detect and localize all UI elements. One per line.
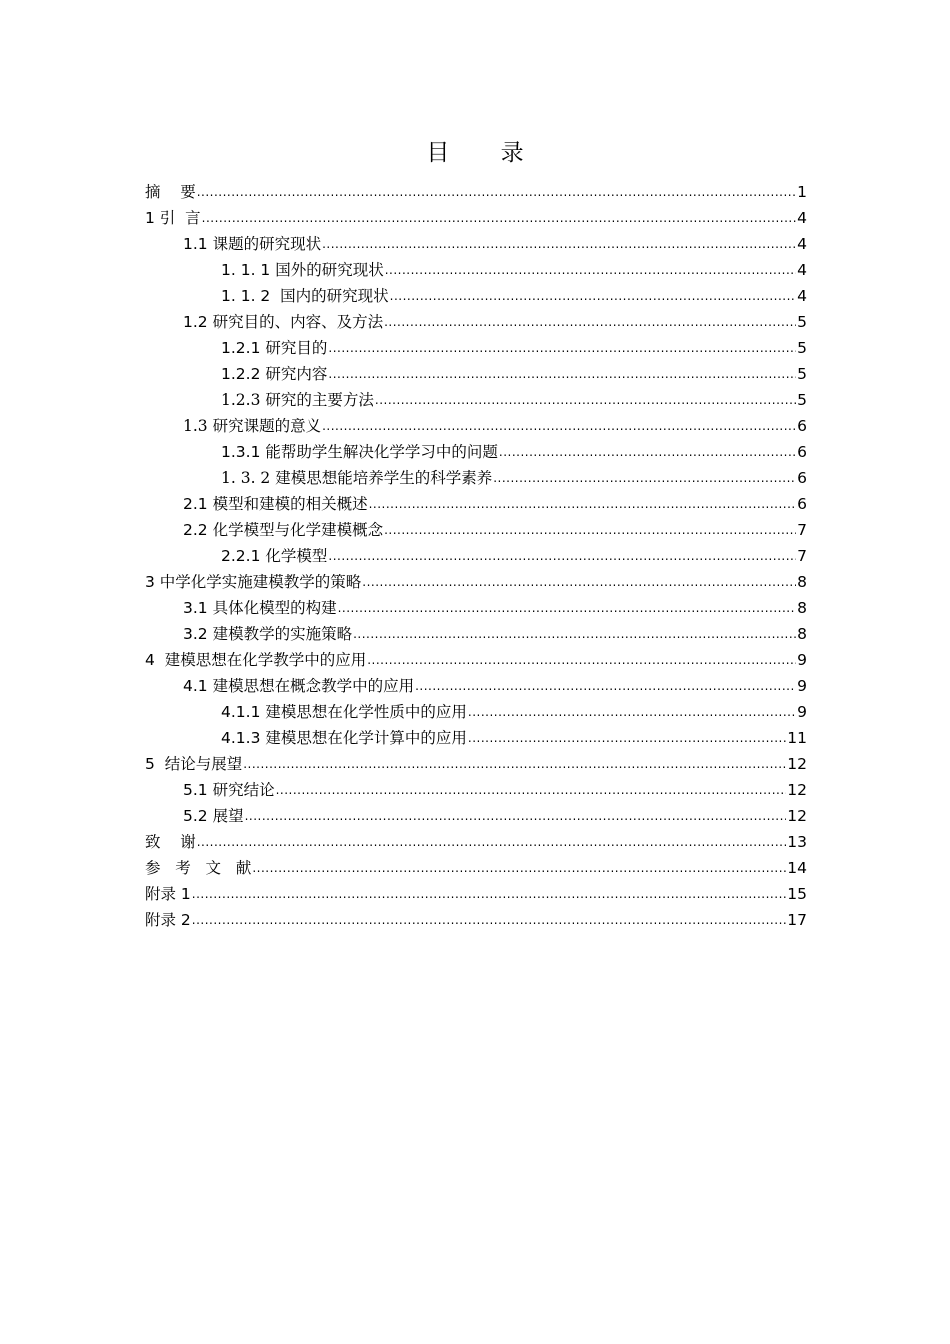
toc-entry-label: 2.2 化学模型与化学建模概念: [183, 521, 384, 539]
toc-entry[interactable]: [145, 673, 807, 699]
toc-leader-dots: [367, 647, 796, 673]
toc-entry[interactable]: [145, 543, 807, 569]
toc-leader-dots: [322, 413, 796, 439]
toc-leader-dots: [415, 673, 796, 699]
toc-entry-page-number: 12: [787, 755, 807, 773]
toc-entry[interactable]: [145, 647, 807, 673]
toc-entry-label: 1. 1. 2 国内的研究现状: [221, 287, 389, 305]
toc-entry-label: 3.2 建模教学的实施策略: [183, 625, 353, 643]
toc-leader-dots: [243, 751, 786, 777]
toc-entry-label: 5 结论与展望: [145, 755, 243, 773]
toc-leader-dots: [385, 257, 796, 283]
toc-entry-label: 摘 要: [145, 183, 196, 201]
toc-entry-label: 致 谢: [145, 833, 196, 851]
toc-leader-dots: [390, 283, 796, 309]
toc-leader-dots: [493, 465, 796, 491]
toc-entry-page-number: 15: [787, 885, 807, 903]
toc-leader-dots: [328, 543, 796, 569]
toc-leader-dots: [468, 699, 796, 725]
toc-entry[interactable]: [145, 621, 807, 647]
toc-entry-label: 1.2.3 研究的主要方法: [221, 391, 374, 409]
toc-entry-label: 1.3.1 能帮助学生解决化学学习中的问题: [221, 443, 498, 461]
toc-entry-label: 4.1.3 建模思想在化学计算中的应用: [221, 729, 467, 747]
toc-leader-dots: [369, 491, 797, 517]
toc-entry-page-number: 7: [797, 547, 807, 565]
toc-entry[interactable]: [145, 439, 807, 465]
toc-entry-label: 1.2.1 研究目的: [221, 339, 328, 357]
toc-entry[interactable]: [145, 491, 807, 517]
toc-entry-label: 4.1.1 建模思想在化学性质中的应用: [221, 703, 467, 721]
toc-entry[interactable]: [145, 413, 807, 439]
toc-leader-dots: [384, 309, 796, 335]
toc-entry-page-number: 7: [797, 521, 807, 539]
toc-entry[interactable]: [145, 907, 807, 933]
toc-entry-page-number: 5: [797, 339, 807, 357]
toc-entry[interactable]: [145, 803, 807, 829]
toc-entry-label: 1.1 课题的研究现状: [183, 235, 322, 253]
toc-leader-dots: [353, 621, 796, 647]
toc-entry-label: 2.1 模型和建模的相关概述: [183, 495, 368, 513]
toc-entry-page-number: 13: [787, 833, 807, 851]
toc-entry[interactable]: [145, 283, 807, 309]
toc-entry-label: 5.1 研究结论: [183, 781, 275, 799]
toc-entry[interactable]: [145, 465, 807, 491]
toc-entry-page-number: 6: [797, 417, 807, 435]
toc-entry-label: 5.2 展望: [183, 807, 244, 825]
toc-entry[interactable]: [145, 335, 807, 361]
toc-entry-page-number: 17: [787, 911, 807, 929]
toc-entry-label: 4.1 建模思想在概念教学中的应用: [183, 677, 415, 695]
toc-leader-dots: [328, 335, 796, 361]
toc-entry-page-number: 9: [797, 703, 807, 721]
toc-leader-dots: [384, 517, 796, 543]
toc-entry[interactable]: [145, 725, 807, 751]
toc-entry-page-number: 6: [797, 443, 807, 461]
toc-entry-label: 3 中学化学实施建模教学的策略: [145, 573, 362, 591]
toc-entry-page-number: 9: [797, 677, 807, 695]
toc-entry-label: 1.2 研究目的、内容、及方法: [183, 313, 384, 331]
toc-entry[interactable]: [145, 595, 807, 621]
toc-entry[interactable]: [145, 387, 807, 413]
toc-entry[interactable]: [145, 829, 807, 855]
toc-entry-label: 1. 1. 1 国外的研究现状: [221, 261, 384, 279]
toc-entry-page-number: 4: [797, 261, 807, 279]
toc-entry-page-number: 5: [797, 313, 807, 331]
toc-entry-page-number: 5: [797, 391, 807, 409]
toc-entry[interactable]: [145, 179, 807, 205]
toc-entry-label: 4 建模思想在化学教学中的应用: [145, 651, 367, 669]
toc-entry[interactable]: [145, 257, 807, 283]
toc-leader-dots: [375, 387, 796, 413]
toc-leader-dots: [197, 179, 796, 205]
toc-entry-label: 2.2.1 化学模型: [221, 547, 328, 565]
toc-entry-label: 1.2.2 研究内容: [221, 365, 328, 383]
toc-leader-dots: [197, 829, 787, 855]
toc-entry[interactable]: [145, 881, 807, 907]
toc-leader-dots: [276, 777, 787, 803]
toc-entry-label: 附录 1: [145, 885, 191, 903]
toc-entry-page-number: 8: [797, 599, 807, 617]
toc-leader-dots: [202, 205, 796, 231]
toc-entry-label: 1 引 言: [145, 209, 201, 227]
toc-entry-page-number: 4: [797, 209, 807, 227]
toc-entry-label: 1. 3. 2 建模思想能培养学生的科学素养: [221, 469, 493, 487]
toc-entry-label: 参 考 文 献: [145, 859, 252, 877]
toc-entry-label: 3.1 具体化模型的构建: [183, 599, 337, 617]
toc-entry-page-number: 4: [797, 287, 807, 305]
toc-entry-page-number: 11: [787, 729, 807, 747]
toc-entry-label: 附录 2: [145, 911, 191, 929]
toc-entry[interactable]: [145, 777, 807, 803]
toc-entry-page-number: 12: [787, 807, 807, 825]
toc-leader-dots: [328, 361, 796, 387]
toc-entry-page-number: 9: [797, 651, 807, 669]
toc-leader-dots: [468, 725, 786, 751]
toc-leader-dots: [362, 569, 796, 595]
toc-entry-page-number: 8: [797, 573, 807, 591]
toc-leader-dots: [322, 231, 796, 257]
toc-leader-dots: [252, 855, 786, 881]
toc-leader-dots: [499, 439, 796, 465]
toc-entry-page-number: 12: [787, 781, 807, 799]
page-title: 目 录: [426, 140, 546, 166]
toc-entry[interactable]: [145, 517, 807, 543]
toc-entry-page-number: 8: [797, 625, 807, 643]
toc-entry-page-number: 6: [797, 469, 807, 487]
toc-entry[interactable]: [145, 569, 807, 595]
table-of-contents: [145, 179, 807, 933]
toc-leader-dots: [245, 803, 787, 829]
toc-entry[interactable]: [145, 751, 807, 777]
toc-entry-page-number: 14: [787, 859, 807, 877]
toc-entry[interactable]: [145, 231, 807, 257]
toc-leader-dots: [338, 595, 797, 621]
toc-entry-page-number: 1: [797, 183, 807, 201]
toc-leader-dots: [192, 881, 786, 907]
toc-entry-page-number: 6: [797, 495, 807, 513]
toc-entry[interactable]: [145, 699, 807, 725]
toc-entry[interactable]: [145, 361, 807, 387]
toc-entry[interactable]: [145, 205, 807, 231]
toc-entry-label: 1.3 研究课题的意义: [183, 417, 322, 435]
toc-entry[interactable]: [145, 309, 807, 335]
toc-leader-dots: [192, 907, 786, 933]
toc-entry[interactable]: [145, 855, 807, 881]
toc-entry-page-number: 4: [797, 235, 807, 253]
toc-entry-page-number: 5: [797, 365, 807, 383]
